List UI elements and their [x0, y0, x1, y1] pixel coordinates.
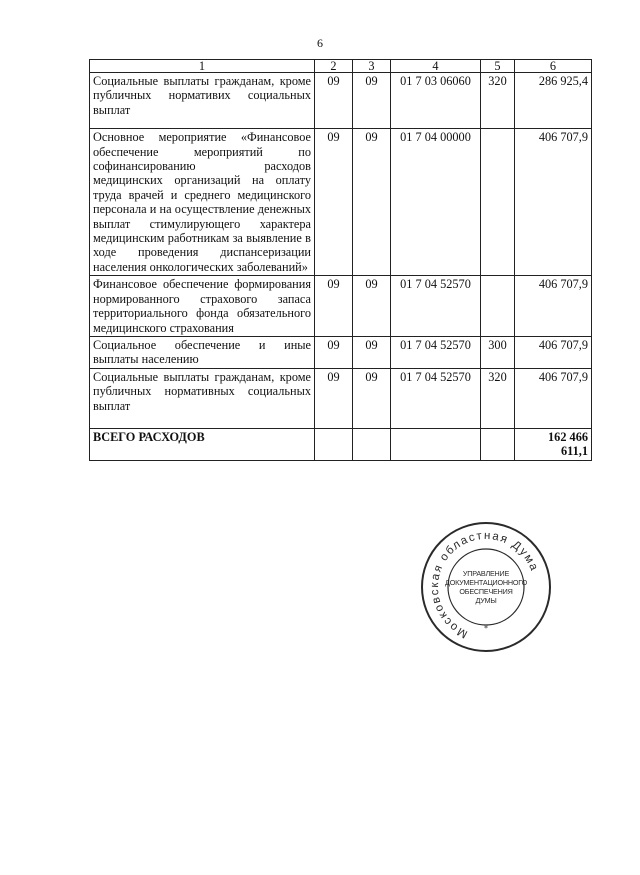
section-code: 09	[315, 276, 353, 337]
expense-type-code: 300	[481, 336, 515, 368]
expense-name: Социальные выплаты гражданам, кроме публичных нормативих социальных выплат	[90, 73, 315, 129]
table-header-row	[90, 60, 592, 73]
target-article-code: 01 7 04 52570	[391, 336, 481, 368]
stamp-star-icon: *	[484, 624, 488, 633]
amount: 406 707,9	[515, 276, 592, 337]
subsection-code: 09	[353, 336, 391, 368]
expense-type-code: 320	[481, 73, 515, 129]
section-code: 09	[315, 336, 353, 368]
empty-cell	[481, 428, 515, 460]
expense-type-code	[481, 129, 515, 276]
expense-name: Социальное обеспечение и иные выплаты населению	[90, 336, 315, 368]
target-article-code: 01 7 04 52570	[391, 368, 481, 428]
column-header: 4	[391, 60, 481, 73]
section-code: 09	[315, 129, 353, 276]
stamp-ring-text: Московская областная Дума	[428, 529, 541, 640]
subsection-code: 09	[353, 276, 391, 337]
target-article-code: 01 7 04 52570	[391, 276, 481, 337]
empty-cell	[353, 428, 391, 460]
table-row	[90, 276, 592, 337]
section-code: 09	[315, 368, 353, 428]
stamp-line: УПРАВЛЕНИЕ	[462, 569, 510, 578]
target-article-code: 01 7 04 00000	[391, 129, 481, 276]
column-header: 1	[90, 60, 315, 73]
amount: 406 707,9	[515, 368, 592, 428]
expense-name: Основное мероприятие «Финансовое обеспечение мероприятий по софинансированию расходов медицинских организаций на оплату труда врачей и среднего медицинского персонала и на осуществление денежных выплат стимулирующего характера медицинским работникам за выявление в ходе проведения диспансеризации населения онкологических заболеваний»	[90, 129, 315, 276]
subsection-code: 09	[353, 368, 391, 428]
total-amount: 162 466 611,1	[515, 428, 592, 460]
subsection-code: 09	[353, 129, 391, 276]
official-stamp	[419, 520, 553, 654]
table-row	[90, 336, 592, 368]
stamp-line: ДОКУМЕНТАЦИОННОГО	[445, 578, 527, 587]
expense-type-code	[481, 276, 515, 337]
expense-name: Социальные выплаты гражданам, кроме публичных нормативных социальных выплат	[90, 368, 315, 428]
target-article-code: 01 7 03 06060	[391, 73, 481, 129]
empty-cell	[315, 428, 353, 460]
amount: 406 707,9	[515, 129, 592, 276]
section-code: 09	[315, 73, 353, 129]
column-header: 3	[353, 60, 391, 73]
budget-table	[89, 59, 592, 461]
amount: 406 707,9	[515, 336, 592, 368]
total-label: ВСЕГО РАСХОДОВ	[90, 428, 315, 460]
page-number: 6	[317, 36, 323, 50]
table-row	[90, 73, 592, 129]
table-row	[90, 129, 592, 276]
column-header: 5	[481, 60, 515, 73]
expense-type-code: 320	[481, 368, 515, 428]
table-row	[90, 368, 592, 428]
total-row	[90, 428, 592, 460]
stamp-center-text	[445, 554, 527, 620]
stamp-line: ОБЕСПЕЧЕНИЯ	[459, 587, 513, 596]
amount: 286 925,4	[515, 73, 592, 129]
stamp-line: ДУМЫ	[475, 596, 497, 605]
subsection-code: 09	[353, 73, 391, 129]
column-header: 6	[515, 60, 592, 73]
column-header: 2	[315, 60, 353, 73]
expense-name: Финансовое обеспечение формирования нормированного страхового запаса территориального фонда обязательного медицинского страхования	[90, 276, 315, 337]
empty-cell	[391, 428, 481, 460]
